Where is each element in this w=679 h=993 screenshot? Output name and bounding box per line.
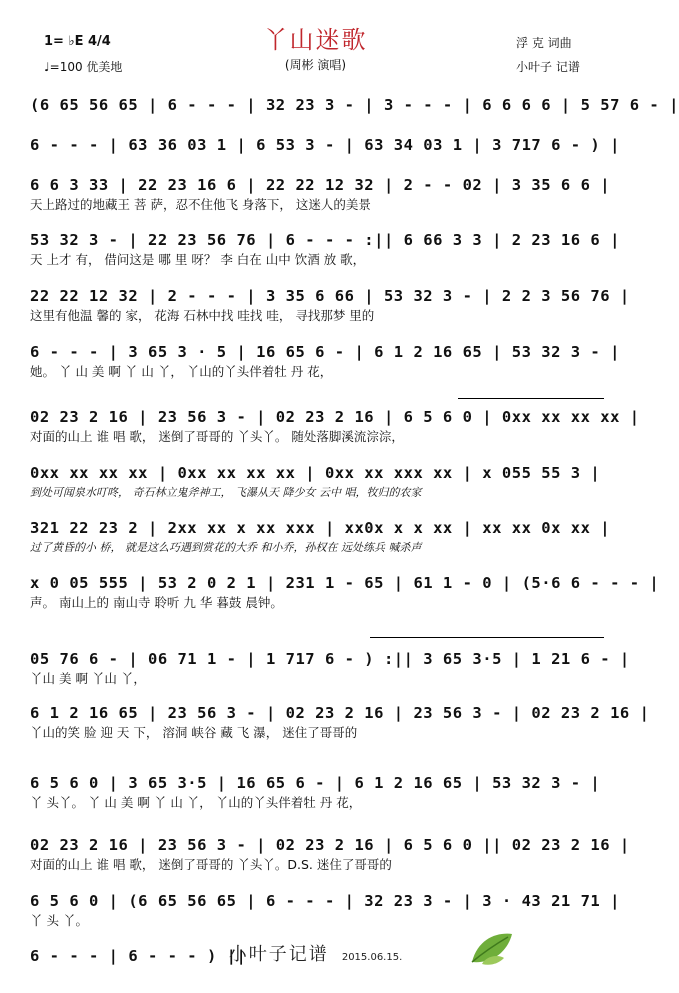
transcriber-credit: 小叶子 记谱 bbox=[516, 60, 580, 74]
lyric-line: 丫 头丫。 丫 山 美 啊 丫 山 丫， 丫山的丫头伴着牡 丹 花， bbox=[30, 795, 362, 810]
signature-date: 2015.06.15. bbox=[341, 952, 403, 963]
notation-line: 6 1 2 16 65 | 23 56 3 - | 02 23 2 16 | 23 56 3 - | 02 23 2 16 | bbox=[30, 704, 650, 722]
notation-line: 02 23 2 16 | 23 56 3 - | 02 23 2 16 | 6 5 6 0 | 0xx xx xx xx | bbox=[30, 408, 640, 426]
volta-bracket-line bbox=[458, 398, 604, 399]
lyric-line: 对面的山上 谁 唱 歌， 迷倒了哥哥的 丫头丫。D.S. 迷住了哥哥的 bbox=[30, 857, 392, 872]
lyric-line: 天 上才 有， 借问这是 哪 里 呀？ 李 白在 山中 饮酒 放 歌， bbox=[30, 252, 366, 267]
lyric-line bbox=[30, 156, 605, 174]
tempo-marking: ♩=100 优美地 bbox=[44, 60, 123, 74]
lyric-line: 这里有他温 馨的 家， 花海 石林中找 哇找 哇， 寻找那梦 里的 bbox=[30, 308, 375, 323]
lyric-line: 丫山的笑 脸 迎 天 下， 溶洞 峡谷 藏 飞 瀑， 迷住了哥哥的 bbox=[30, 725, 358, 740]
singer-credit: (周彬 演唱) bbox=[284, 58, 347, 72]
lyricist-credit: 浮 克 词曲 bbox=[516, 36, 572, 50]
notation-line: 6 5 6 0 | (6 65 56 65 | 6 - - - | 32 23 3 - | 3 · 43 21 71 | bbox=[30, 892, 620, 910]
notation-line: 53 32 3 - | 22 23 56 76 | 6 - - - :|| 6 66 3 3 | 2 23 16 6 | bbox=[30, 231, 620, 249]
leaf-icon bbox=[468, 928, 516, 968]
notation-line: 6 5 6 0 | 3 65 3·5 | 16 65 6 - | 6 1 2 16 65 | 53 32 3 - | bbox=[30, 774, 601, 792]
notation-line: (6 65 56 65 | 6 - - - | 32 23 3 - | 3 - - - | 6 6 6 6 | 5 57 6 - | bbox=[30, 96, 679, 114]
song-title: 丫山迷歌 bbox=[263, 26, 368, 54]
notation-line: 0xx xx xx xx | 0xx xx xx xx | 0xx xx xxx xx | x 055 55 3 | bbox=[30, 464, 601, 482]
notation-line: 6 6 3 33 | 22 23 16 6 | 22 22 12 32 | 2 - - 02 | 3 35 6 6 | bbox=[30, 176, 611, 194]
notation-line: 6 - - - | 63 36 03 1 | 6 53 3 - | 63 34 03 1 | 3 717 6 - ) | bbox=[30, 136, 620, 154]
footer-signature bbox=[0, 940, 631, 966]
lyric-line: 声。 南山上的 南山寺 聆听 九 华 暮鼓 晨钟。 bbox=[30, 595, 283, 610]
lyric-line: 对面的山上 谁 唱 歌， 迷倒了哥哥的 丫头丫。 随处落脚溪流淙淙， bbox=[30, 429, 404, 444]
notation-line: 6 - - - | 6 - - - ) || bbox=[30, 947, 247, 965]
lyric-line: 天上路过的地藏王 菩 萨，忍不住他飞 身落下， 这迷人的美景 bbox=[30, 197, 371, 212]
notation-line: 321 22 23 2 | 2xx xx x xx xxx | xx0x x x xx | xx xx 0x xx | bbox=[30, 519, 611, 537]
notation-line: x 0 05 555 | 53 2 0 2 1 | 231 1 - 65 | 61 1 - 0 | (5·6 6 - - - | bbox=[30, 574, 660, 592]
lyric-line: 到处可闻泉水叮咚， 奇石林立鬼斧神工， 飞瀑从天 降少女 云中 唱，牧归的农家 bbox=[30, 486, 422, 499]
volta-bracket-line bbox=[370, 637, 604, 638]
lyric-line: 过了黄昏的小 桥， 就是这么巧遇到赏花的大乔 和小乔，孙权在 远处练兵 喊杀声 bbox=[30, 541, 422, 554]
lyric-line: 丫 头 丫。 bbox=[30, 913, 88, 928]
lyric-line: 她。 丫 山 美 啊 丫 山 丫， 丫山的丫头伴着牡 丹 花， bbox=[30, 364, 333, 379]
notation-line: 22 22 12 32 | 2 - - - | 3 35 6 66 | 53 32 3 - | 2 2 3 56 76 | bbox=[30, 287, 630, 305]
notation-line: 05 76 6 - | 06 71 1 - | 1 717 6 - ) :|| 3 65 3·5 | 1 21 6 - | bbox=[30, 650, 630, 668]
lyric-line: 丫山 美 啊 丫山 丫， bbox=[30, 671, 146, 686]
key-signature: 1= ♭E 4/4 bbox=[44, 34, 111, 49]
notation-line: 6 - - - | 3 65 3 · 5 | 16 65 6 - | 6 1 2 16 65 | 53 32 3 - | bbox=[30, 343, 620, 361]
notation-line: 02 23 2 16 | 23 56 3 - | 02 23 2 16 | 6 5 6 0 || 02 23 2 16 | bbox=[30, 836, 630, 854]
signature-text: 小叶子记谱 bbox=[228, 944, 329, 965]
lyric-line bbox=[30, 116, 605, 134]
